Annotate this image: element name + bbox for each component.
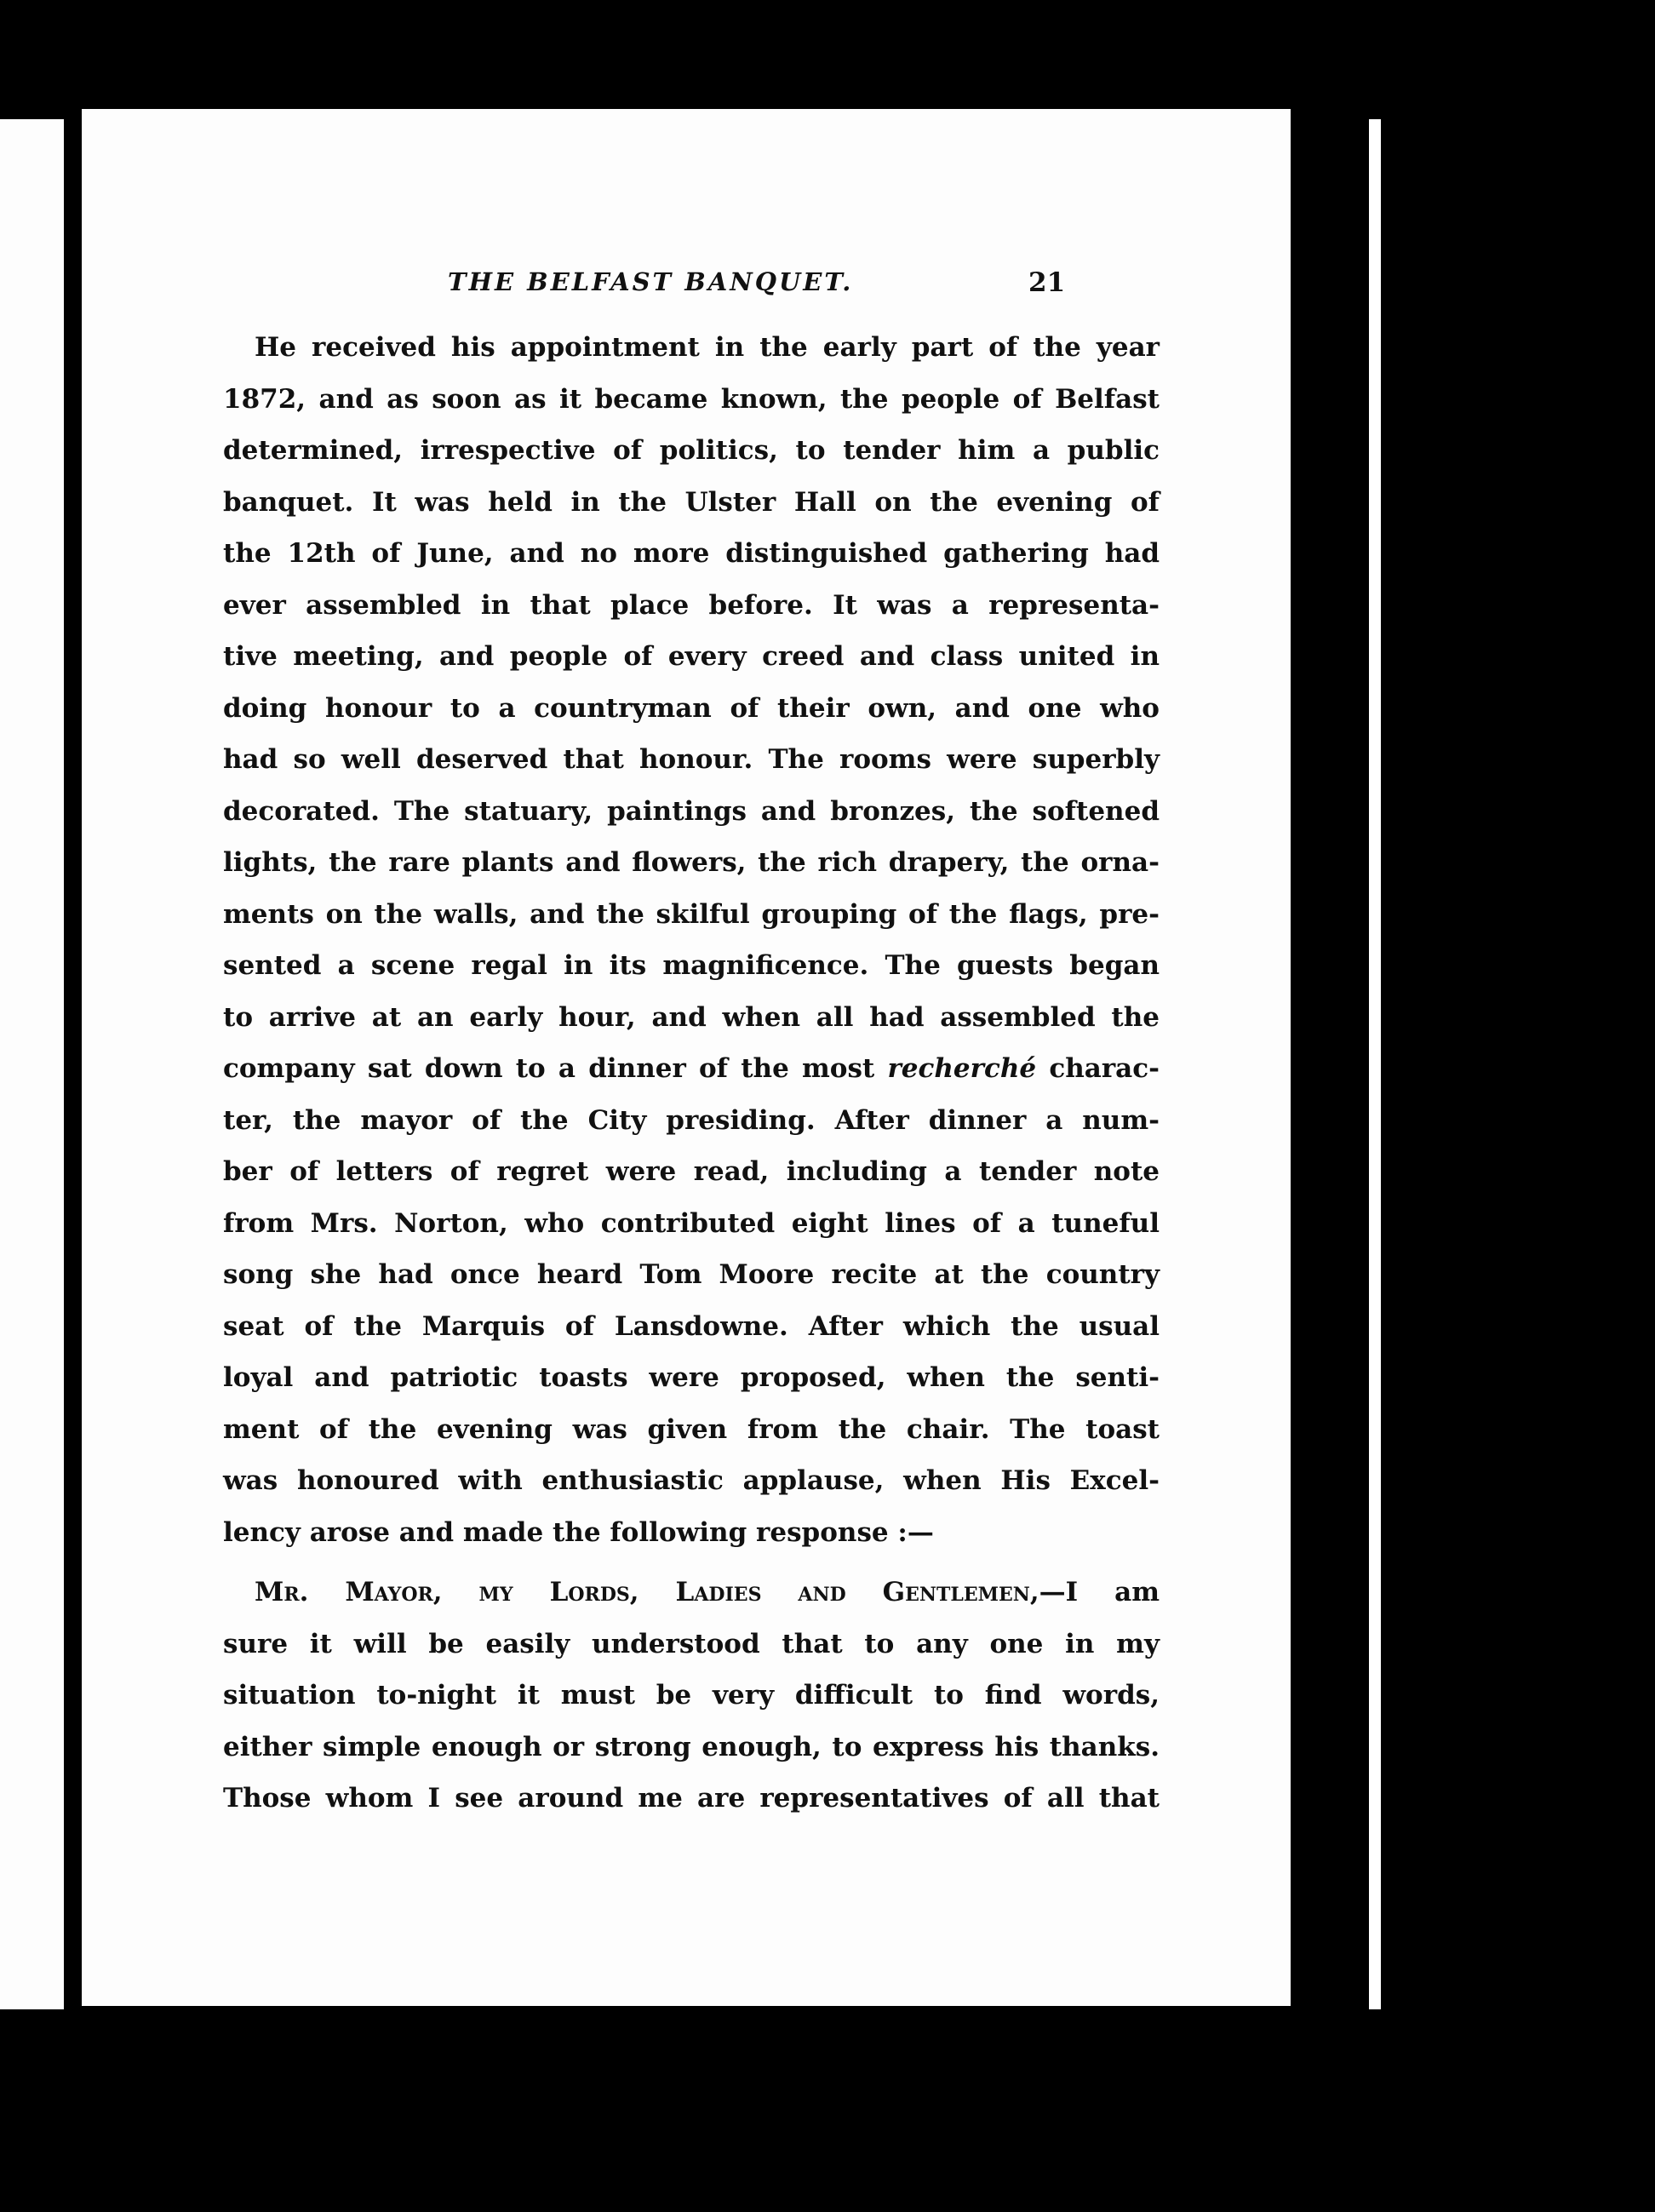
text-line: ments on the walls, and the skilful grouping of the flags, pre- <box>223 898 1160 930</box>
page-number: 21 <box>1028 267 1066 298</box>
text-line: ment of the evening was given from the chair. The toast <box>223 1413 1160 1445</box>
text-line: ever assembled in that place before. It was a representa- <box>223 589 1160 621</box>
text-line-with-italic <box>223 1043 1160 1095</box>
text-line: from Mrs. Norton, who contributed eight lines of a tuneful <box>223 1207 1160 1239</box>
text-line: loyal and patriotic toasts were proposed, when the senti- <box>223 1362 1160 1393</box>
previous-page-edge <box>0 119 64 2009</box>
text-line: lency arose and made the following response :— <box>223 1516 934 1548</box>
running-title: THE BELFAST BANQUET. <box>448 267 854 296</box>
text-segment: company sat down to a dinner of the most <box>223 1053 888 1084</box>
running-head <box>82 267 1291 318</box>
text-line: decorated. The statuary, paintings and bronzes, the softened <box>223 795 1160 827</box>
text-line: situation to-night it must be very difficult to find words, <box>223 1680 1160 1711</box>
text-line: had so well deserved that honour. The rooms were superbly <box>223 744 1160 775</box>
book-page <box>82 109 1291 2006</box>
text-line: lights, the rare plants and flowers, the rich drapery, the orna- <box>223 847 1160 878</box>
text-line: banquet. It was held in the Ulster Hall on the evening of <box>223 486 1160 518</box>
text-segment: —I am <box>1039 1577 1160 1607</box>
italic-word: recherché <box>887 1053 1037 1084</box>
text-line: song she had once heard Tom Moore recite at the country <box>223 1259 1160 1290</box>
speech-salutation: Mr. Mayor, my Lords, Ladies and Gentlemen, <box>255 1577 1039 1607</box>
paragraph-banquet-account <box>223 322 1160 1558</box>
text-line: tive meeting, and people of every creed and class united in <box>223 641 1160 672</box>
book-spine-edge <box>1369 119 1381 2009</box>
text-line: 1872, and as soon as it became known, the people of Belfast <box>223 383 1160 415</box>
text-line: sented a scene regal in its magnificence. The guests began <box>223 950 1160 981</box>
text-line: either simple enough or strong enough, to express his thanks. <box>223 1731 1160 1762</box>
paragraph-speech <box>223 1567 1160 1825</box>
text-line: was honoured with enthusiastic applause, when His Excel- <box>223 1465 1160 1496</box>
text-line: He received his appointment in the early part of the year <box>255 332 1160 363</box>
text-line: ber of letters of regret were read, including a tender note <box>223 1156 1160 1187</box>
text-line: determined, irrespective of politics, to tender him a public <box>223 435 1160 466</box>
text-line: sure it will be easily understood that to any one in my <box>223 1628 1160 1659</box>
text-line: doing honour to a countryman of their own, and one who <box>223 692 1160 724</box>
text-line: the 12th of June, and no more distinguished gathering had <box>223 538 1160 569</box>
text-line: to arrive at an early hour, and when all had assembled the <box>223 1001 1160 1033</box>
page-body <box>223 322 1160 1825</box>
speech-first-line <box>223 1567 1160 1619</box>
text-line: ter, the mayor of the City presiding. After dinner a num- <box>223 1104 1160 1136</box>
text-segment: charac- <box>1036 1053 1160 1084</box>
text-line: seat of the Marquis of Lansdowne. After which the usual <box>223 1310 1160 1342</box>
text-line: Those whom I see around me are representatives of all that <box>223 1783 1160 1814</box>
